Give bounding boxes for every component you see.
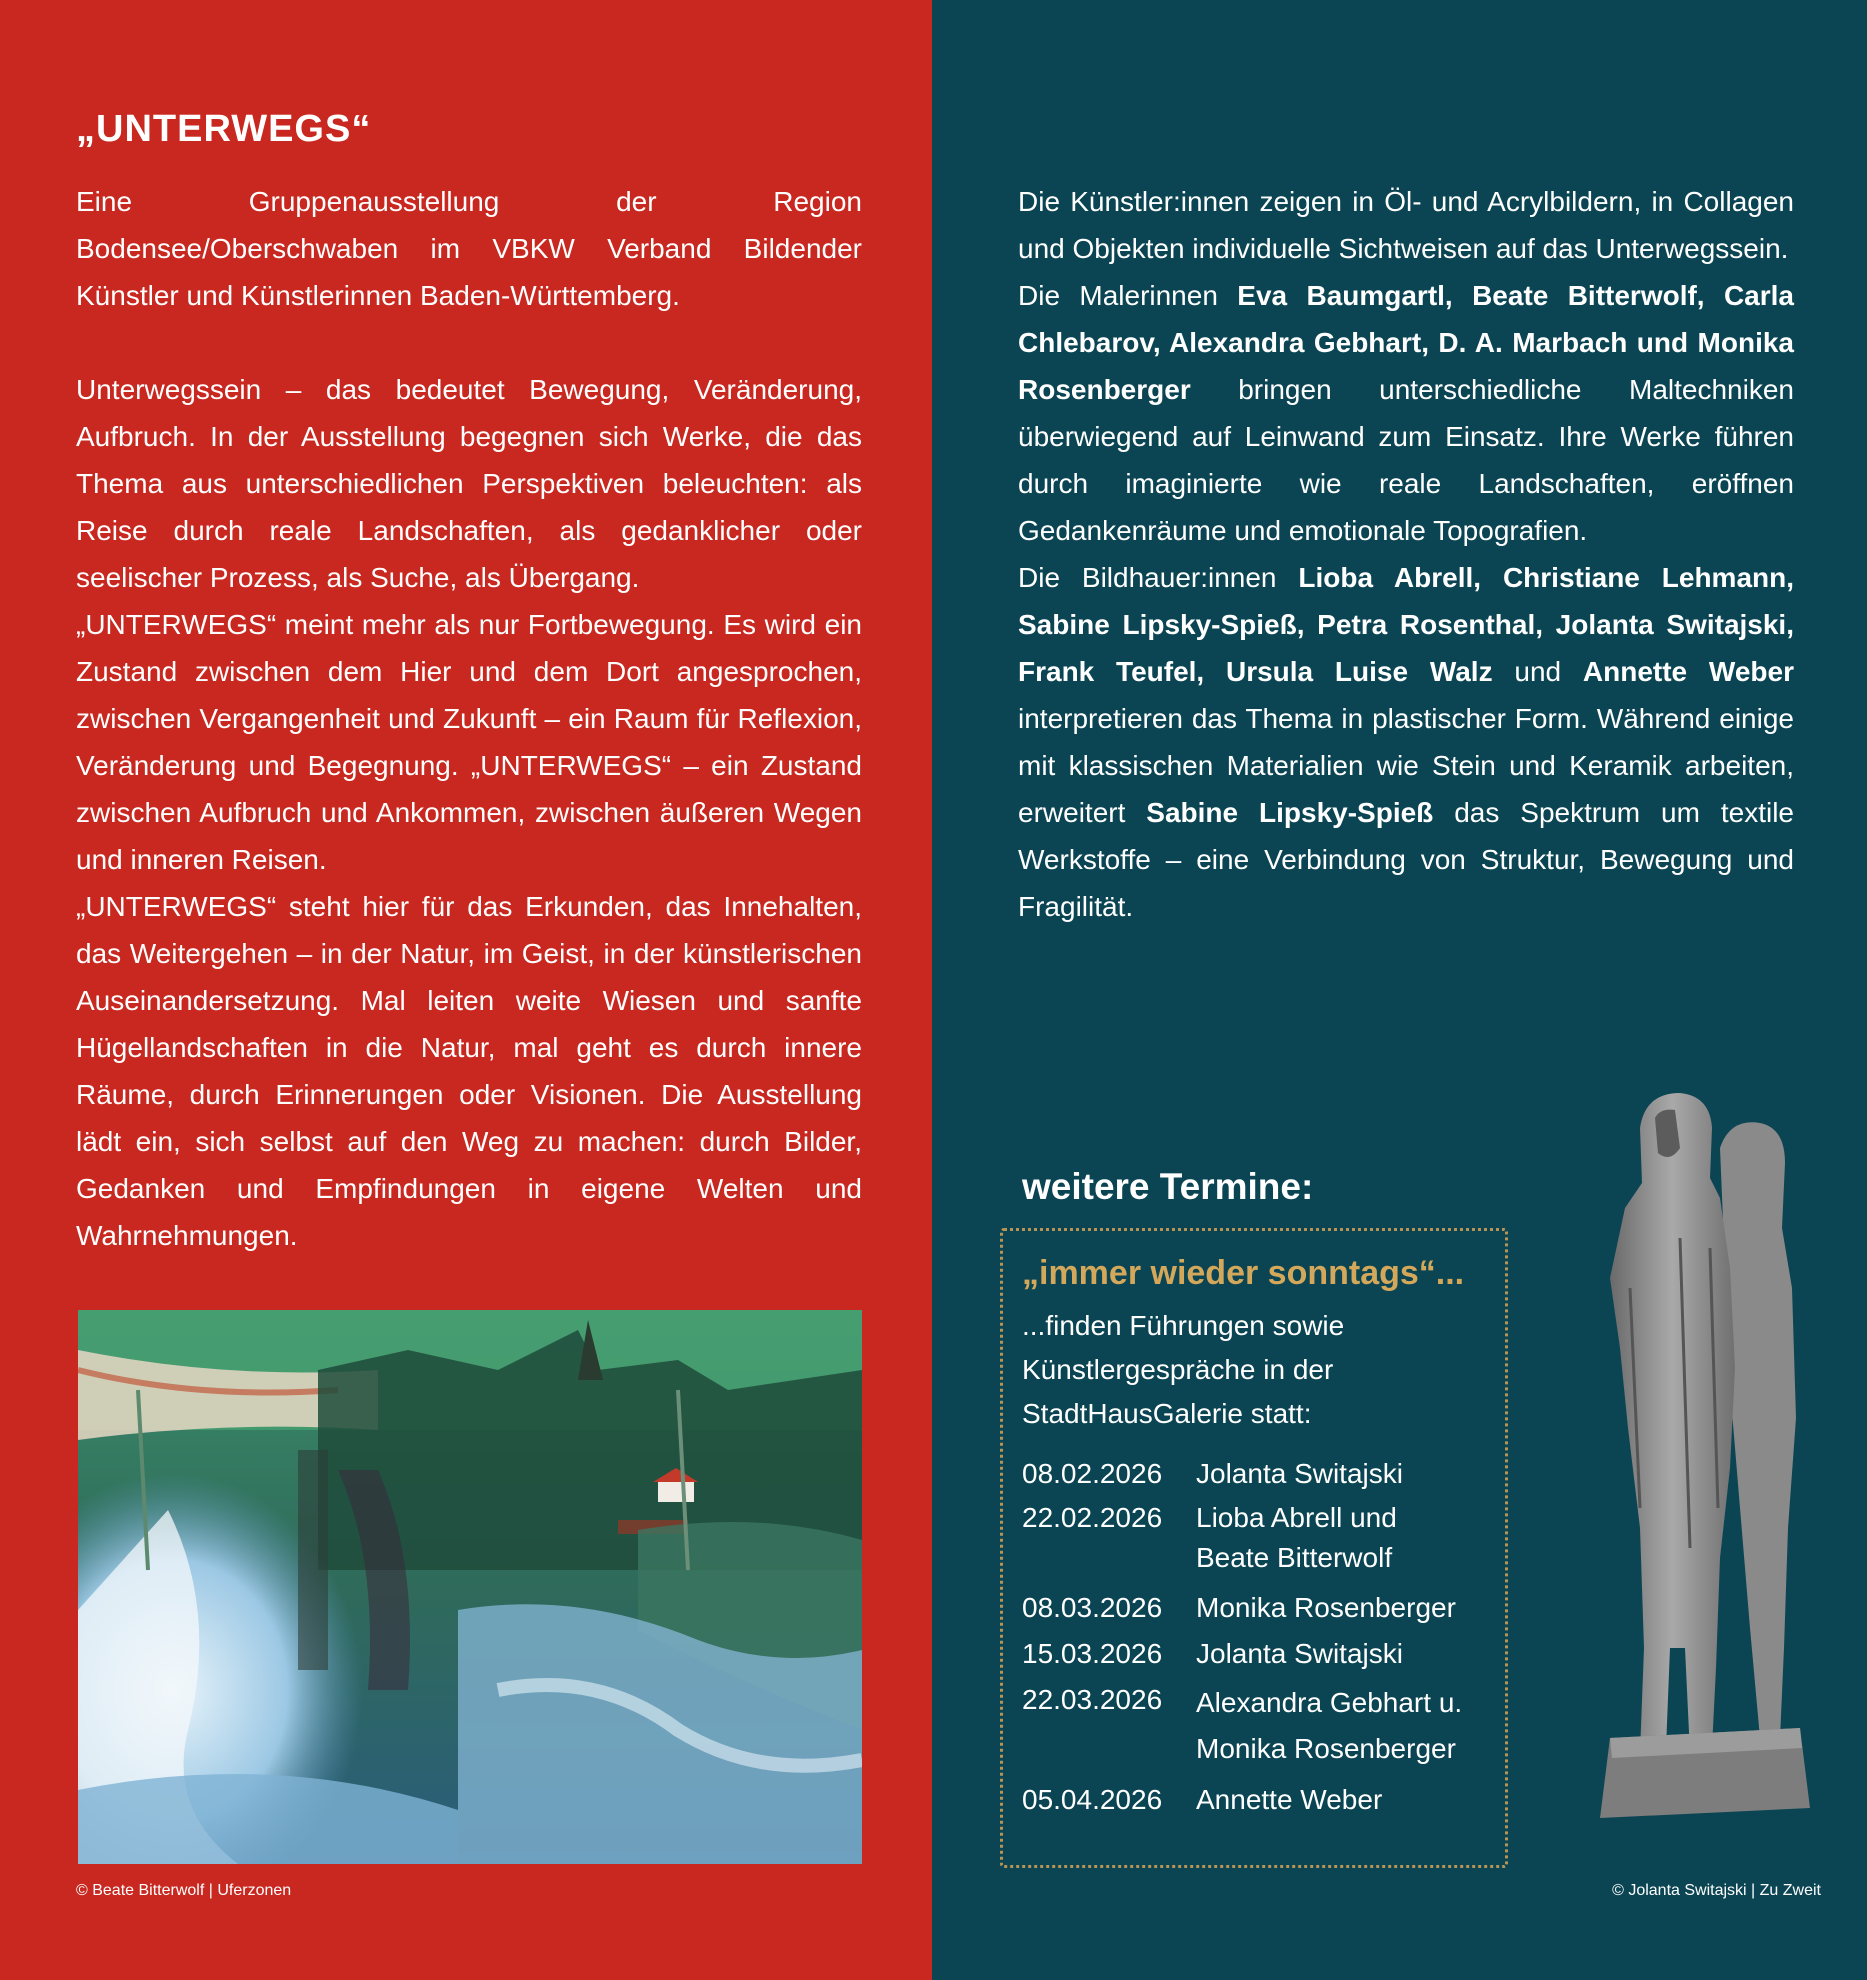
intro-line: ...finden Führungen sowie — [1022, 1310, 1345, 1341]
description-paragraph: „UNTERWEGS“ steht hier für das Erkunden, das Innehalten, das Weitergehen – in der Natur, im Geist, in der künstlerischen Auseinandersetzung. Mal leiten weite Wiesen und sanfte Hügellandschaften in die Natur, mal geht es durch innere Räume, durch Erinnerungen oder Visionen. Die Ausstellung lädt ein, sich selbst auf den Weg zu machen: durch Bilder, Gedanken und Empfindungen in eigene Welten und Wahrnehmungen. — [76, 891, 862, 1251]
artist-name: Beate Bitterwolf — [1196, 1542, 1393, 1573]
artist-name: Jolanta Switajski — [1196, 1638, 1403, 1669]
dates-box-intro — [1022, 1304, 1344, 1436]
date: 05.04.2026 — [1022, 1784, 1163, 1815]
sculpture-zu-zweit — [1570, 1088, 1830, 1838]
date-row — [1022, 1498, 1496, 1578]
right-text-column — [1018, 178, 1794, 930]
painting-uferzonen — [78, 1310, 862, 1864]
sculptors-and: und — [1492, 656, 1583, 687]
artist-names — [1196, 1498, 1496, 1578]
sculptors-intro: Die Bildhauer:innen — [1018, 562, 1299, 593]
intro-paragraph: Eine Gruppenausstellung der Region Bodensee/Oberschwaben im VBKW Verband Bildender Künstler und Künstlerinnen Baden-Württemberg. — [76, 186, 862, 311]
artist-name: Monika Rosenberger — [1196, 1592, 1456, 1623]
date: 15.03.2026 — [1022, 1638, 1163, 1669]
artist-names — [1196, 1634, 1496, 1674]
sculptors-description: interpretieren das Thema in plastischer Form. Während einige mit klassischen Materialien wie Stein und Keramik arbeiten, erweitert — [1018, 703, 1794, 828]
date-row — [1022, 1780, 1496, 1820]
painting-image — [78, 1310, 862, 1864]
artist-name: Monika Rosenberger — [1196, 1733, 1456, 1764]
sculptors-last-name: Annette Weber — [1582, 656, 1794, 687]
artist-name: Annette Weber — [1196, 1784, 1383, 1815]
date: 22.02.2026 — [1022, 1502, 1163, 1533]
sculptor-highlight: Sabine Lipsky-Spieß — [1146, 797, 1434, 828]
sculptors-paragraph — [1018, 554, 1794, 930]
date: 08.02.2026 — [1022, 1458, 1163, 1489]
artist-names — [1196, 1454, 1496, 1494]
dates-box-title: „immer wieder sonntags“... — [1022, 1254, 1465, 1292]
date-row — [1022, 1634, 1496, 1674]
date-row — [1022, 1680, 1496, 1772]
artist-name: Jolanta Switajski — [1196, 1458, 1403, 1489]
painters-intro: Die Malerinnen — [1018, 280, 1238, 311]
exhibition-title: „UNTERWEGS“ — [76, 108, 372, 150]
painters-description: bringen unterschiedliche Maltechniken überwiegend auf Leinwand zum Einsatz. Ihre Werke führen durch imaginierte wie reale Landschaften, eröffnen Gedankenräume und emotionale Topografien. — [1018, 374, 1794, 546]
painters-names: Eva Baumgartl, Beate Bitterwolf, Carla Chlebarov, Alexandra Gebhart, D. A. Marbach und Monika Rosenberger — [1018, 280, 1794, 405]
artist-names — [1196, 1588, 1496, 1628]
artist-names — [1196, 1680, 1496, 1772]
painters-paragraph — [1018, 272, 1794, 554]
date-row — [1022, 1454, 1496, 1494]
description-paragraph: „UNTERWEGS“ meint mehr als nur Fortbewegung. Es wird ein Zustand zwischen dem Hier und dem Dort angesprochen, zwischen Vergangenheit und Zukunft – ein Raum für Reflexion, Veränderung und Begegnung. „UNTERWEGS“ – ein Zustand zwischen Aufbruch und Ankommen, zwischen äußeren Wegen und inneren Reisen. — [76, 609, 862, 875]
sculpture-image — [1570, 1088, 1830, 1838]
left-text-column — [76, 178, 862, 1259]
artist-name: Alexandra Gebhart u. — [1196, 1687, 1463, 1718]
description-paragraph: Unterwegssein – das bedeutet Bewegung, Veränderung, Aufbruch. In der Ausstellung begegnen sich Werke, die das Thema aus unterschiedlichen Perspektiven beleuchten: als Reise durch reale Landschaften, als gedanklicher oder seelischer Prozess, als Suche, als Übergang. — [76, 374, 862, 593]
sculpture-caption: © Jolanta Switajski | Zu Zweit — [1612, 1882, 1821, 1899]
date-row — [1022, 1588, 1496, 1628]
intro-line: StadtHausGalerie statt: — [1022, 1398, 1312, 1429]
artist-names — [1196, 1780, 1496, 1820]
further-dates-heading: weitere Termine: — [1022, 1166, 1314, 1207]
dates-list — [1022, 1454, 1496, 1820]
intro-line: Künstlergespräche in der — [1022, 1354, 1334, 1385]
painting-caption: © Beate Bitterwolf | Uferzonen — [76, 1882, 292, 1899]
sculptors-description-end: das Spektrum um textile Werkstoffe – eine Verbindung von Struktur, Bewegung und Fragilität. — [1018, 797, 1794, 922]
sculptors-names: Lioba Abrell, Christiane Lehmann, Sabine Lipsky-Spieß, Petra Rosenthal, Jolanta Switajski, Frank Teufel, Ursula Luise Walz — [1018, 562, 1795, 687]
date: 22.03.2026 — [1022, 1684, 1163, 1715]
overview-paragraph: Die Künstler:innen zeigen in Öl- und Acrylbildern, in Collagen und Objekten individuelle Sichtweisen auf das Unterwegssein. — [1018, 186, 1794, 264]
artist-name: Lioba Abrell und — [1196, 1502, 1397, 1533]
date: 08.03.2026 — [1022, 1592, 1163, 1623]
